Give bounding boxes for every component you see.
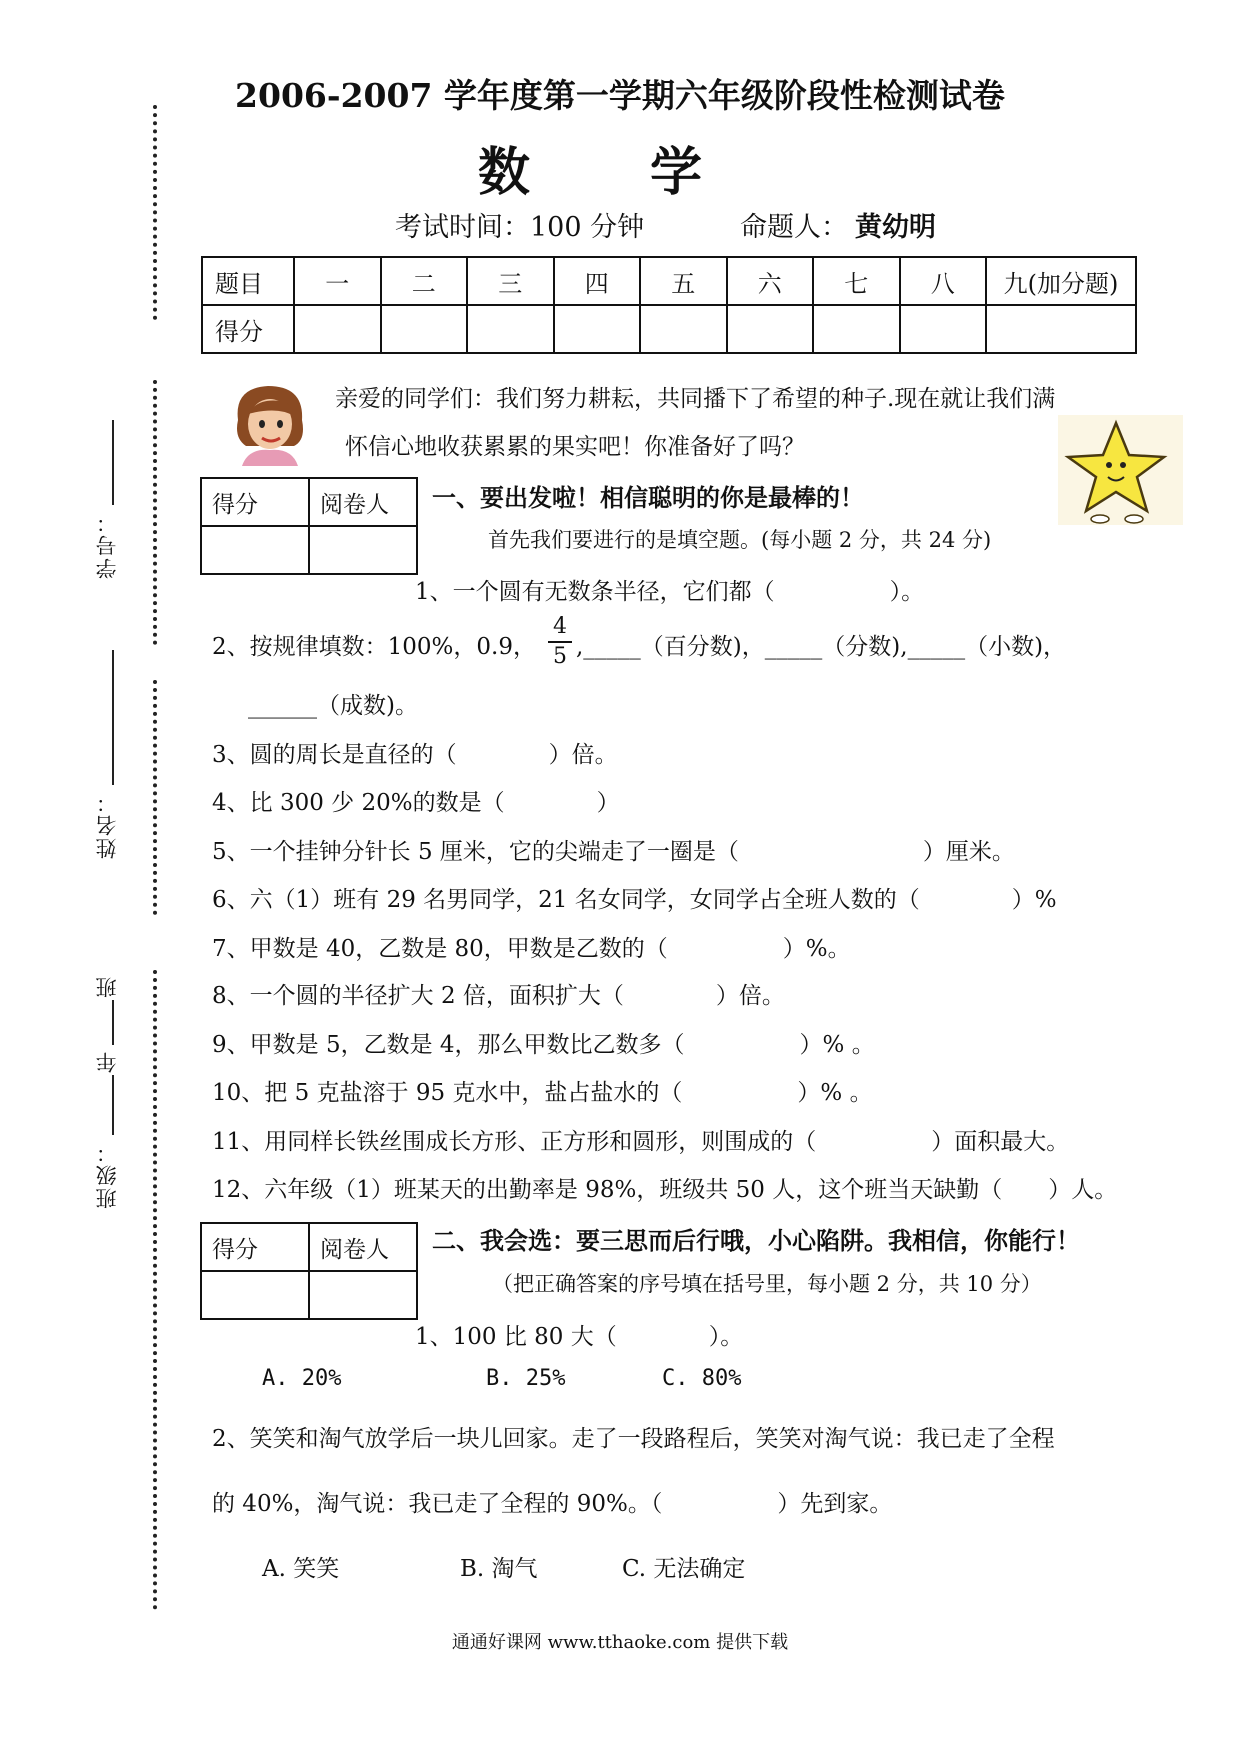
exam-title: 2006-2007 学年度第一学期六年级阶段性检测试卷 <box>235 76 1005 115</box>
question-1-4: 4、比 300 少 20%的数是（ ） <box>212 790 620 816</box>
score-header-cell: 九(加分题) <box>986 257 1136 305</box>
score-header-cell: 三 <box>467 257 554 305</box>
intro-line-1: 亲爱的同学们：我们努力耕耘，共同播下了希望的种子.现在就让我们满 <box>335 386 1056 412</box>
option-2-1-c: C. 80% <box>662 1366 742 1391</box>
girl-mascot-icon <box>228 380 312 466</box>
score-header-cell: 六 <box>727 257 814 305</box>
name-line[interactable] <box>112 650 114 785</box>
grader-box-section2 <box>200 1222 418 1320</box>
question-1-2-part-a: 2、按规律填数：100%，0.9， <box>212 634 536 660</box>
class-mark: 班 <box>95 975 119 998</box>
fraction-denominator: 5 <box>553 644 567 669</box>
score-table <box>201 256 1137 354</box>
score-input-cell[interactable] <box>640 305 727 353</box>
star-mascot-icon <box>1058 415 1183 525</box>
score-input-cell[interactable] <box>294 305 381 353</box>
grader-score-label: 得分 <box>201 1223 309 1271</box>
name-label: 姓名： <box>95 790 119 859</box>
class-line[interactable] <box>112 1075 114 1135</box>
score-header-cell: 七 <box>813 257 900 305</box>
binding-dotted-line-upper <box>153 380 157 645</box>
section1-heading: 一、要出发啦！相信聪明的你是最棒的！ <box>432 483 864 512</box>
question-1-7: 7、甲数是 40，乙数是 80，甲数是乙数的（ ）%。 <box>212 936 851 962</box>
option-2-2-a: A. 笑笑 <box>262 1556 340 1582</box>
class-label: 班级： <box>95 1140 119 1209</box>
question-2-1: 1、100 比 80 大（ ）。 <box>415 1324 744 1350</box>
question-1-11: 11、用同样长铁丝围成长方形、正方形和圆形，则围成的（ ）面积最大。 <box>212 1129 1070 1155</box>
fraction-bar <box>548 641 572 643</box>
score-row-label: 得分 <box>202 305 294 353</box>
option-2-2-b: B. 淘气 <box>460 1556 538 1582</box>
grade-mark: 年 <box>95 1050 119 1073</box>
footer-source: 通通好课网 www.tthaoke.com 提供下载 <box>451 1632 789 1653</box>
score-input-cell[interactable] <box>986 305 1136 353</box>
grader-score-cell[interactable] <box>201 526 309 574</box>
score-input-cell[interactable] <box>467 305 554 353</box>
score-header-cell: 八 <box>900 257 987 305</box>
fraction-numerator: 4 <box>553 614 567 639</box>
question-1-6: 6、六（1）班有 29 名男同学，21 名女同学，女同学占全班人数的（ ）% <box>212 887 1057 913</box>
binding-dotted-line-bottom <box>153 970 157 1610</box>
author-name: 黄幼明 <box>855 212 936 243</box>
score-header-cell: 四 <box>554 257 641 305</box>
grader-name-cell[interactable] <box>309 1271 417 1319</box>
question-2-2-line-2: 的 40%，淘气说：我已走了全程的 90%。（ ）先到家。 <box>212 1491 893 1517</box>
score-header-cell: 题目 <box>202 257 294 305</box>
score-input-cell[interactable] <box>554 305 641 353</box>
question-1-12: 12、六年级（1）班某天的出勤率是 98%，班级共 50 人，这个班当天缺勤（ ）人。 <box>212 1177 1118 1203</box>
grader-name-cell[interactable] <box>309 526 417 574</box>
question-1-5: 5、一个挂钟分针长 5 厘米，它的尖端走了一圈是（ ）厘米。 <box>212 839 1015 865</box>
section2-heading: 二、我会选：要三思而后行哦，小心陷阱。我相信，你能行！ <box>432 1226 1080 1255</box>
grader-score-cell[interactable] <box>201 1271 309 1319</box>
student-id-line[interactable] <box>112 420 114 505</box>
grader-name-label: 阅卷人 <box>309 478 417 526</box>
score-input-cell[interactable] <box>813 305 900 353</box>
score-table-header-row <box>202 257 1136 305</box>
question-1-10: 10、把 5 克盐溶于 95 克水中，盐占盐水的（ ）% 。 <box>212 1080 873 1106</box>
score-input-cell[interactable] <box>381 305 468 353</box>
binding-dotted-line-lower <box>153 680 157 915</box>
score-table-score-row <box>202 305 1136 353</box>
grader-name-label: 阅卷人 <box>309 1223 417 1271</box>
option-2-2-c: C. 无法确定 <box>622 1556 746 1582</box>
question-1-1: 1、一个圆有无数条半径，它们都（ ）。 <box>415 579 925 605</box>
question-2-2-line-1: 2、笑笑和淘气放学后一块儿回家。走了一段路程后，笑笑对淘气说：我已走了全程 <box>212 1426 1055 1452</box>
question-1-2-part-b: ,_____（百分数)，_____（分数),_____（小数)， <box>576 634 1067 660</box>
option-2-1-a: A. 20% <box>262 1366 342 1391</box>
fraction-four-fifths <box>548 614 572 670</box>
subject-title: 数学 <box>477 142 822 203</box>
grade-line[interactable] <box>112 1000 114 1045</box>
question-1-9: 9、甲数是 5，乙数是 4，那么甲数比乙数多（ ）% 。 <box>212 1032 875 1058</box>
score-header-cell: 一 <box>294 257 381 305</box>
score-header-cell: 二 <box>381 257 468 305</box>
intro-line-2: 怀信心地收获累累的果实吧！你准备好了吗？ <box>345 434 805 460</box>
question-1-3: 3、圆的周长是直径的（ ）倍。 <box>212 742 618 768</box>
score-header-cell: 五 <box>640 257 727 305</box>
score-input-cell[interactable] <box>900 305 987 353</box>
section2-instruction: （把正确答案的序号填在括号里，每小题 2 分，共 10 分） <box>492 1272 1042 1296</box>
option-2-1-b: B. 25% <box>486 1366 566 1391</box>
section1-instruction: 首先我们要进行的是填空题。(每小题 2 分，共 24 分) <box>488 528 992 552</box>
author-label: 命题人： <box>740 212 848 243</box>
question-1-8: 8、一个圆的半径扩大 2 倍，面积扩大（ ）倍。 <box>212 983 785 1009</box>
student-id-label: 学号： <box>95 510 119 579</box>
exam-time: 考试时间：100 分钟 <box>395 212 645 243</box>
question-1-2-part-c: ______（成数)。 <box>248 693 418 719</box>
grader-box-section1 <box>200 477 418 575</box>
score-input-cell[interactable] <box>727 305 814 353</box>
grader-score-label: 得分 <box>201 478 309 526</box>
